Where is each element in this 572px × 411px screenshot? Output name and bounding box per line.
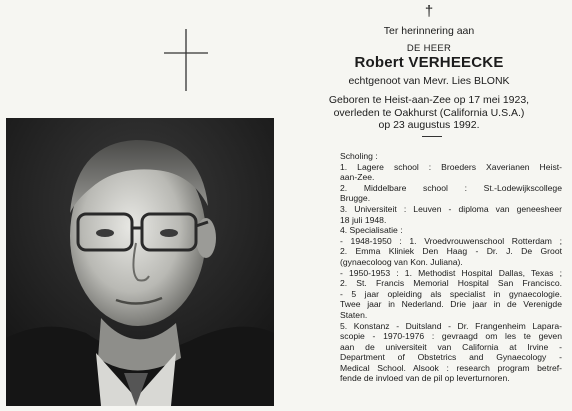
education-line: 4. Specialisatie : xyxy=(340,225,403,236)
deceased-name: Robert VERHEECKE xyxy=(354,54,504,71)
education-line: - 1948-1950 : 1. Vroedvrouwenschool Rotterdam ; xyxy=(340,235,562,246)
portrait-photo xyxy=(6,118,274,406)
education-line: Brugge. xyxy=(340,193,371,204)
education-line: scopie - 1970-1976 : gevraagd om les te geven xyxy=(340,331,562,342)
education-line: - 1950-1953 : 1. Methodist Hospital Dallas, Texas ; xyxy=(340,267,562,278)
education-line: Department of Obstetrics and Gynaecology - xyxy=(340,352,562,363)
education-line: aan de universiteit van California at Irvine - xyxy=(340,341,562,352)
education-line: Twee jaar in Nederland. Drie jaar in de Verenigde xyxy=(340,299,562,310)
education-line: 2. Middelbare school : St.-Lodewijkscollege xyxy=(340,182,562,193)
education-line: 5. Konstanz - Duitsland - Dr. Frangenheim Lapara- xyxy=(340,320,562,331)
death-line: overleden te Oakhurst (California U.S.A.) xyxy=(333,106,525,119)
education-line: Scholing : xyxy=(340,151,378,161)
cross-icon xyxy=(164,29,208,91)
education-line: fende de invloed van de pil op leverturnoren. xyxy=(340,373,510,384)
education-line: 2. St. Francis Memorial Hospital San Francisco. xyxy=(340,278,562,289)
small-cross-icon: † xyxy=(424,3,434,20)
education-line: 2. Emma Kliniek Den Haag - Dr. J. De Groot xyxy=(340,246,562,257)
life-dates xyxy=(286,94,572,132)
spouse-text: echtgenoot van Mevr. Lies BLONK xyxy=(348,75,510,87)
divider xyxy=(422,136,442,137)
death-date: op 23 augustus 1992. xyxy=(378,119,480,131)
education-section xyxy=(340,151,562,384)
education-line: aan-Zee. xyxy=(340,172,375,183)
education-line: (gynaecoloog van Kon. Juliana). xyxy=(340,256,463,267)
birth-line: Geboren te Heist-aan-Zee op 17 mei 1923, xyxy=(328,94,530,106)
education-line: 1. Lagere school : Broeders Xaverianen Heist- xyxy=(340,161,562,172)
title-text: DE HEER xyxy=(406,43,452,54)
education-line: 3. Universiteit : Leuven - diploma van geneesheer xyxy=(340,203,562,214)
education-line: Staten. xyxy=(340,309,368,320)
education-line: Medical School. Alsook : research program betref- xyxy=(340,362,562,373)
in-memory-text: Ter herinnering aan xyxy=(383,25,475,37)
right-page xyxy=(286,0,572,411)
education-line: 18 juli 1948. xyxy=(340,214,387,225)
education-line: - 5 jaar opleiding als specialist in gynaecologie. xyxy=(340,288,562,299)
